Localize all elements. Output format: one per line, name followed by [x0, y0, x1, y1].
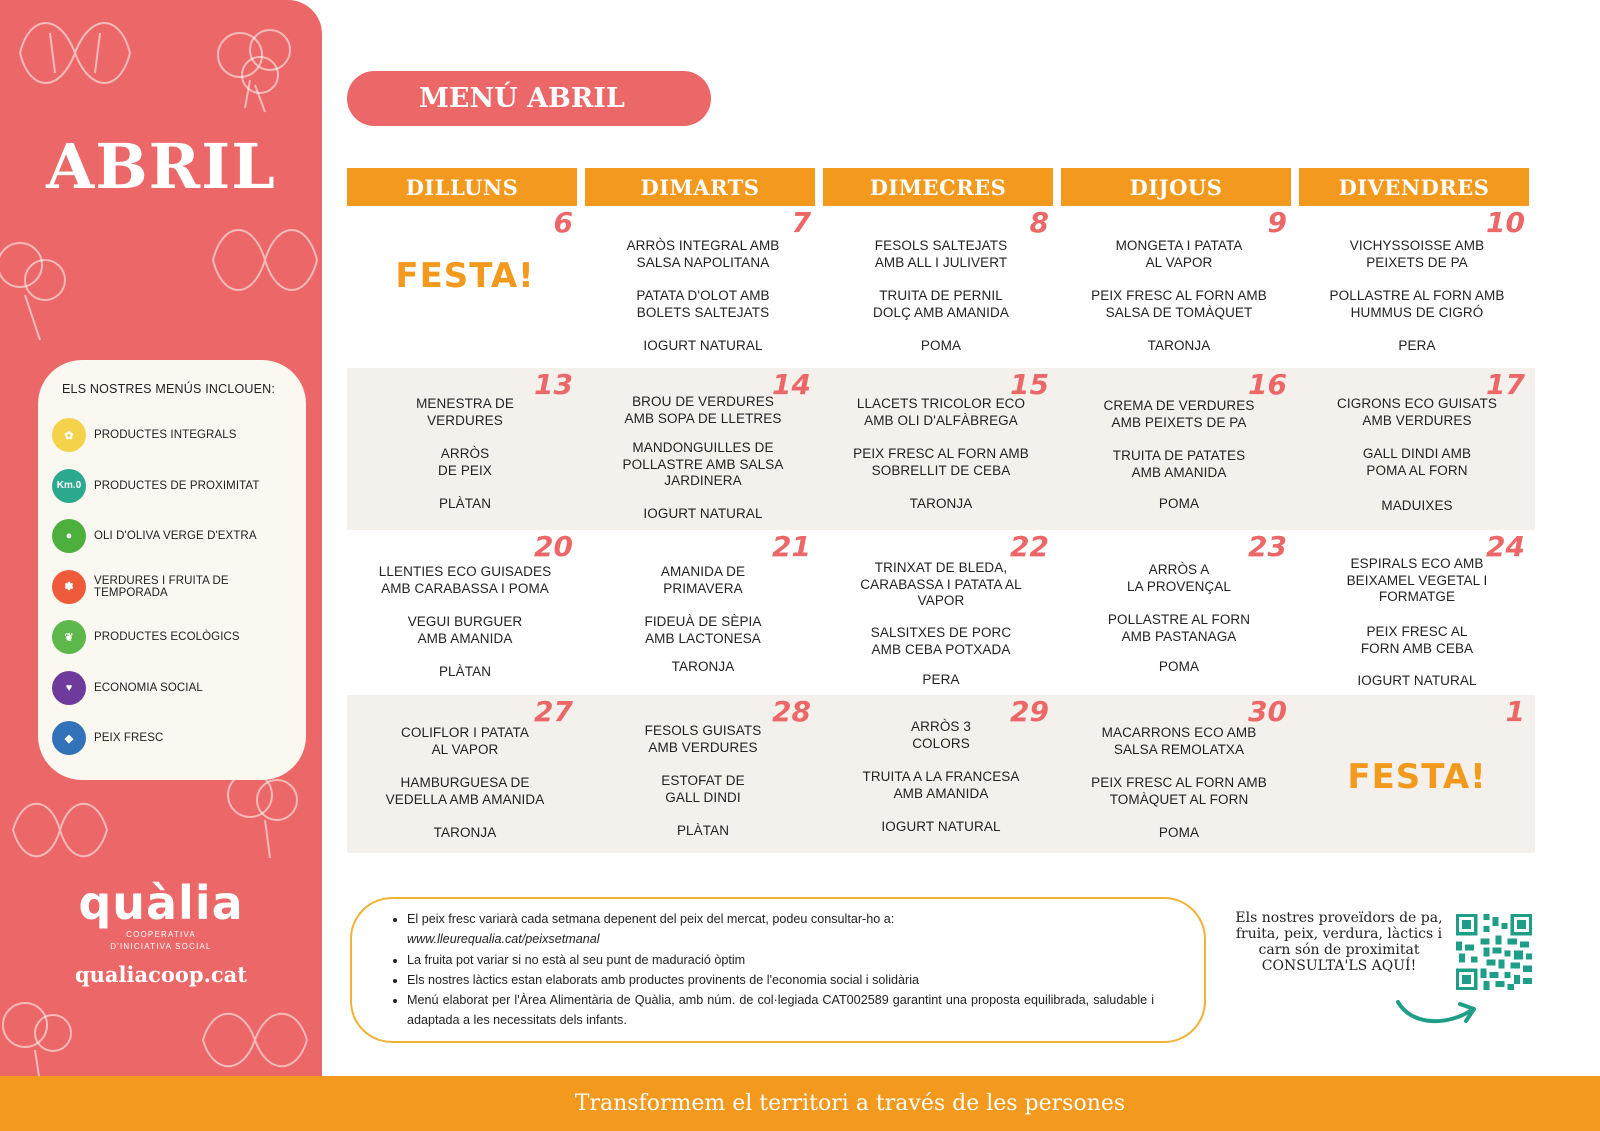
- providers-text: Els nostres proveïdors de pa, fruita, peix, verdura, làctics i carn són de proximitat: [1235, 910, 1443, 958]
- second-course: SALSITXES DE PORC AMB CEBA POTXADA: [870, 625, 1012, 657]
- first-course: MONGETA I PATATA AL VAPOR: [1115, 238, 1243, 270]
- day-number: 1: [1505, 695, 1525, 728]
- qualia-logo: [0, 878, 322, 987]
- leaf-icon: ❦: [52, 620, 86, 654]
- legend-item: [52, 562, 296, 613]
- note-fish: [407, 909, 1154, 950]
- day-number: 6: [553, 206, 573, 239]
- day-number: 14: [772, 368, 811, 401]
- day-number: 24: [1486, 530, 1525, 563]
- day-header: DILLUNS: [347, 168, 577, 206]
- day-cell: [823, 206, 1059, 368]
- day-cell: [347, 368, 583, 530]
- dessert: POMA: [1158, 496, 1200, 511]
- legend-label: PRODUCTES INTEGRALS: [94, 429, 237, 442]
- first-course: LLENTIES ECO GUISADES AMB CARABASSA I POMA: [378, 564, 552, 596]
- logo-name: quàlia: [78, 876, 244, 930]
- fish-url-link[interactable]: www.lleurequalia.cat/peixsetmanal: [407, 932, 600, 947]
- note-dairy: • Els nostres làctics estan elaborats amb productes provinents de l'economia social i solidària: [407, 970, 1154, 990]
- second-course: POLLASTRE AL FORN AMB HUMMUS DE CIGRÓ: [1329, 288, 1505, 320]
- first-course: FESOLS GUISATS AMB VERDURES: [644, 723, 762, 755]
- dessert: PERA: [922, 672, 960, 687]
- dessert: TARONJA: [1147, 338, 1211, 353]
- first-course: ARRÒS 3 COLORS: [911, 719, 971, 751]
- first-course: MACARRONS ECO AMB SALSA REMOLATXA: [1101, 725, 1257, 757]
- second-course: GALL DINDI AMB POMA AL FORN: [1362, 446, 1472, 478]
- first-course: ESPIRALS ECO AMB BEIXAMEL VEGETAL I FORMATGE: [1346, 556, 1488, 604]
- day-cell: [823, 530, 1059, 695]
- logo-subtitle-1: COOPERATIVA: [126, 930, 196, 939]
- day-number: 16: [1248, 368, 1287, 401]
- day-cell: [1299, 695, 1535, 853]
- week-row: [347, 368, 1535, 530]
- dessert: POMA: [1158, 825, 1200, 840]
- day-number: 28: [772, 695, 811, 728]
- legend-item: [52, 612, 296, 663]
- second-course: TRUITA A LA FRANCESA AMB AMANIDA: [862, 769, 1020, 801]
- pasta-decoration-icon: [10, 8, 140, 98]
- day-number: 7: [791, 206, 811, 239]
- dessert: PLÀTAN: [438, 496, 492, 511]
- footer-banner: [0, 1076, 1600, 1131]
- legend-title: ELS NOSTRES MENÚS INCLOUEN:: [62, 382, 276, 396]
- second-course: POLLASTRE AL FORN AMB PASTANAGA: [1107, 612, 1251, 644]
- menu-title: MENÚ ABRIL: [419, 83, 625, 114]
- dessert: PLÀTAN: [676, 823, 730, 838]
- first-course: CIGRONS ECO GUISATS AMB VERDURES: [1337, 396, 1497, 428]
- second-course: PEIX FRESC AL FORN AMB SALSA DE TOMÀQUET: [1091, 288, 1267, 320]
- day-number: 13: [534, 368, 573, 401]
- dessert: MADUIXES: [1381, 498, 1453, 513]
- legend-list: [52, 410, 296, 764]
- first-course: MENESTRA DE VERDURES: [416, 396, 514, 428]
- day-cell: [585, 368, 821, 530]
- day-cell: [1299, 206, 1535, 368]
- legend-label: OLI D'OLIVA VERGE D'EXTRA: [94, 530, 257, 543]
- broccoli-decoration-icon: [0, 995, 85, 1076]
- day-cell: [1061, 206, 1297, 368]
- second-course: ARRÒS DE PEIX: [438, 446, 492, 478]
- pasta-decoration-icon: [195, 1000, 315, 1076]
- dessert: IOGURT NATURAL: [643, 506, 763, 521]
- pasta-decoration-icon: [5, 790, 115, 870]
- pasta-decoration-icon: [205, 215, 322, 305]
- first-course: AMANIDA DE PRIMAVERA: [660, 564, 746, 596]
- month-title: ABRIL: [46, 130, 276, 203]
- day-header: DIJOUS: [1061, 168, 1291, 206]
- website-url[interactable]: qualiacoop.cat: [74, 962, 247, 987]
- second-course: PATATA D'OLOT AMB BOLETS SALTEJATS: [636, 288, 770, 320]
- day-number: 15: [1010, 368, 1049, 401]
- holiday-label: FESTA!: [395, 256, 535, 296]
- dessert: TARONJA: [671, 659, 735, 674]
- second-course: TRUITA DE PATATES AMB AMANIDA: [1112, 448, 1246, 480]
- first-course: ARRÒS A LA PROVENÇAL: [1127, 562, 1231, 594]
- legend-item: [52, 410, 296, 461]
- legend-item: [52, 511, 296, 562]
- first-course: CREMA DE VERDURES AMB PEIXETS DE PA: [1103, 398, 1255, 430]
- sidebar: [0, 0, 322, 1076]
- first-course: FESOLS SALTEJATS AMB ALL I JULIVERT: [874, 238, 1008, 270]
- legend-label: PRODUCTES ECOLÒGICS: [94, 631, 240, 644]
- logo-subtitle-2: D'INICIATIVA SOCIAL: [110, 942, 212, 951]
- day-number: 8: [1029, 206, 1049, 239]
- week-row: [347, 695, 1535, 853]
- first-course: TRINXAT DE BLEDA, CARABASSA I PATATA AL VAPOR: [860, 560, 1022, 608]
- note-nutritionist: • Menú elaborat per l'Àrea Alimentària de Quàlia, amb núm. de col·legiada CAT002589 garantint una proposta equilibrada, saludable i adaptada a les necessitats dels infants.: [407, 990, 1154, 1031]
- dessert: IOGURT NATURAL: [1357, 673, 1477, 688]
- wheat-icon: ✿: [52, 418, 86, 452]
- day-header: DIMECRES: [823, 168, 1053, 206]
- day-number: 30: [1248, 695, 1287, 728]
- legend-item: [52, 713, 296, 764]
- day-cell: [347, 695, 583, 853]
- day-number: 17: [1486, 368, 1525, 401]
- day-cell: [347, 530, 583, 695]
- day-number: 9: [1267, 206, 1287, 239]
- day-number: 10: [1486, 206, 1525, 239]
- handshake-icon: ♥: [52, 671, 86, 705]
- day-number: 22: [1010, 530, 1049, 563]
- dessert: POMA: [920, 338, 962, 353]
- km0-icon: Km.0: [52, 469, 86, 503]
- day-cell: [585, 695, 821, 853]
- legend-label: VERDURES I FRUITA DE TEMPORADA: [94, 574, 229, 599]
- day-number: 27: [534, 695, 573, 728]
- broccoli-decoration-icon: [205, 20, 305, 115]
- second-course: PEIX FRESC AL FORN AMB CEBA: [1360, 624, 1474, 656]
- first-course: ARRÒS INTEGRAL AMB SALSA NAPOLITANA: [626, 238, 780, 270]
- dessert: POMA: [1158, 659, 1200, 674]
- second-course: TRUITA DE PERNIL DOLÇ AMB AMANIDA: [873, 288, 1009, 320]
- day-cell: [347, 206, 583, 368]
- day-number: 29: [1010, 695, 1049, 728]
- broccoli-decoration-icon: [0, 235, 80, 345]
- legend-card: [38, 360, 306, 780]
- day-header: DIMARTS: [585, 168, 815, 206]
- dessert: IOGURT NATURAL: [881, 819, 1001, 834]
- day-cell: [1061, 695, 1297, 853]
- first-course: VICHYSSOISSE AMB PEIXETS DE PA: [1349, 238, 1485, 270]
- day-cell: [1061, 530, 1297, 695]
- second-course: MANDONGUILLES DE POLLASTRE AMB SALSA JARDINERA: [622, 440, 784, 488]
- dessert: TARONJA: [909, 496, 973, 511]
- second-course: VEGUI BURGUER AMB AMANIDA: [407, 614, 523, 646]
- vegetables-icon: ✽: [52, 570, 86, 604]
- qr-code-icon[interactable]: [1456, 914, 1532, 990]
- legend-label: PRODUCTES DE PROXIMITAT: [94, 479, 260, 492]
- arrow-icon: [1392, 990, 1482, 1030]
- second-course: ESTOFAT DE GALL DINDI: [661, 773, 745, 805]
- legend-item: [52, 663, 296, 714]
- day-number: 21: [772, 530, 811, 563]
- week-row: [347, 530, 1535, 695]
- day-cell: [585, 530, 821, 695]
- second-course: PEIX FRESC AL FORN AMB TOMÀQUET AL FORN: [1091, 775, 1267, 807]
- first-course: COLIFLOR I PATATA AL VAPOR: [401, 725, 529, 757]
- day-header: DIVENDRES: [1299, 168, 1529, 206]
- note-fruit: • La fruita pot variar si no està al seu punt de maduració òptim: [407, 950, 1154, 970]
- second-course: PEIX FRESC AL FORN AMB SOBRELLIT DE CEBA: [853, 446, 1029, 478]
- fish-icon: ◆: [52, 721, 86, 755]
- day-cell: [1299, 368, 1535, 530]
- day-cell: [823, 695, 1059, 853]
- providers-cta[interactable]: CONSULTA'LS AQUÍ!: [1261, 958, 1417, 974]
- day-number: 20: [534, 530, 573, 563]
- legend-item: [52, 461, 296, 512]
- footer-slogan: Transformem el territori a través de les persones: [574, 1091, 1126, 1116]
- holiday-label: FESTA!: [1347, 757, 1487, 797]
- day-cell: [1061, 368, 1297, 530]
- day-cell: [585, 206, 821, 368]
- dessert: PLÀTAN: [438, 664, 492, 679]
- menu-title-pill: [347, 71, 711, 126]
- first-course: LLACETS TRICOLOR ECO AMB OLI D'ALFÀBREGA: [856, 396, 1026, 428]
- day-cell: [1299, 530, 1535, 695]
- providers-info: [1234, 910, 1444, 974]
- first-course: BROU DE VERDURES AMB SOPA DE LLETRES: [624, 394, 782, 426]
- legend-label: ECONOMIA SOCIAL: [94, 681, 203, 694]
- week-row: [347, 206, 1535, 368]
- dessert: IOGURT NATURAL: [643, 338, 763, 353]
- notes-box: [350, 897, 1206, 1043]
- dessert: PERA: [1398, 338, 1436, 353]
- second-course: HAMBURGUESA DE VEDELLA AMB AMANIDA: [385, 775, 545, 807]
- day-cell: [823, 368, 1059, 530]
- legend-label: PEIX FRESC: [94, 732, 164, 745]
- olive-icon: ●: [52, 519, 86, 553]
- day-number: 23: [1248, 530, 1287, 563]
- note-fish-text: El peix fresc variarà cada setmana depenent del peix del mercat, podeu consultar-ho a:: [407, 912, 895, 926]
- dessert: TARONJA: [433, 825, 497, 840]
- second-course: FIDEUÀ DE SÈPIA AMB LACTONESA: [644, 614, 762, 646]
